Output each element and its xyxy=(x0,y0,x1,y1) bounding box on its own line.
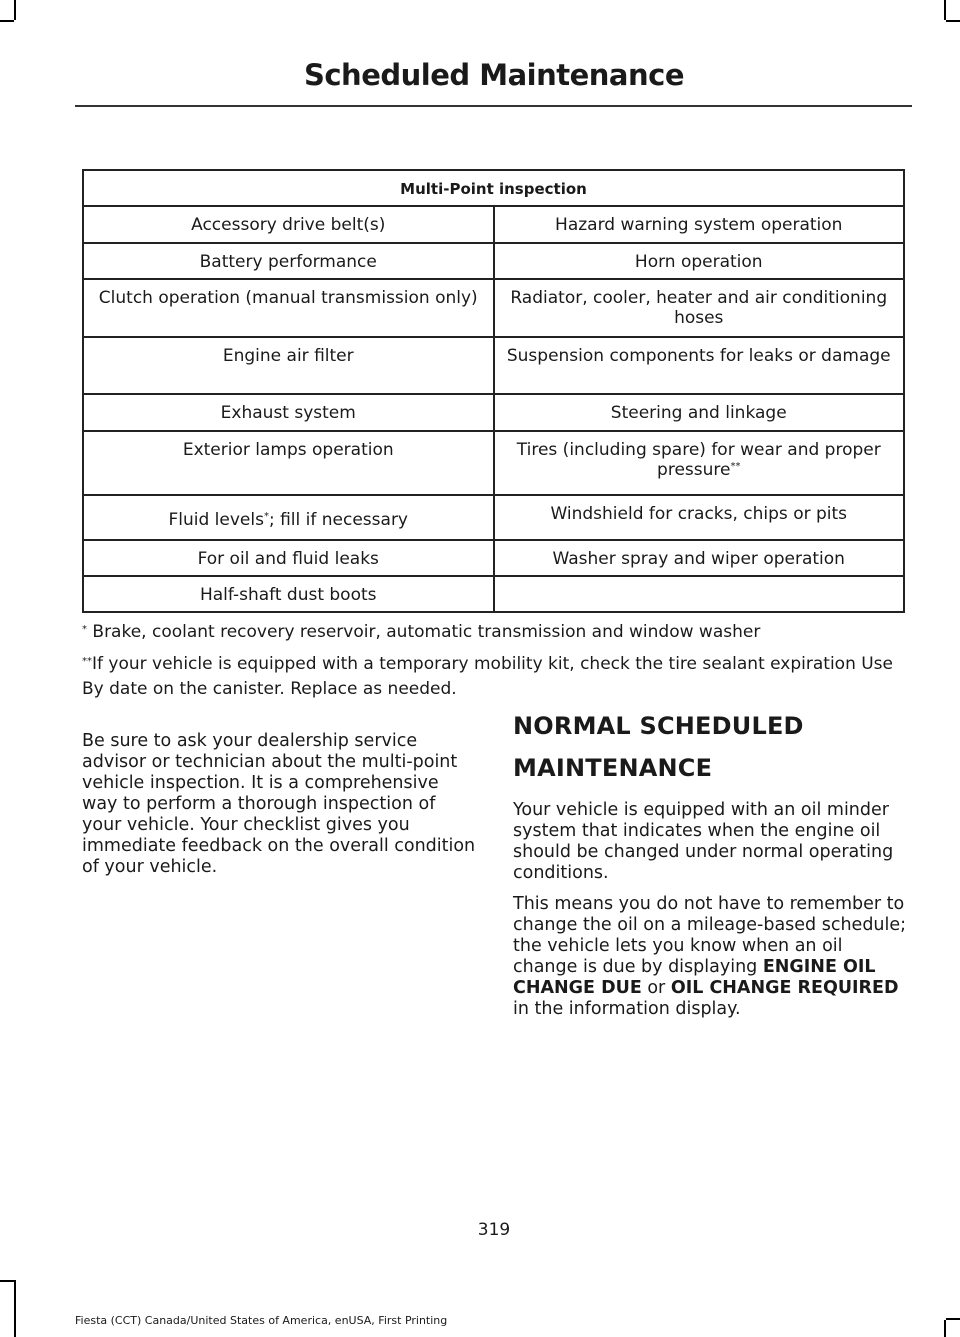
footnote-mark: * xyxy=(263,510,269,522)
footnote-text: Brake, coolant recovery reservoir, automatic transmission and window washer xyxy=(87,622,761,642)
footnote-2 xyxy=(82,652,912,702)
paragraph-text: in the information display. xyxy=(513,999,741,1019)
table-cell: Accessory drive belt(s) xyxy=(83,206,494,243)
heading-line: NORMAL SCHEDULED xyxy=(513,712,804,740)
cell-text: ; fill if necessary xyxy=(268,509,408,530)
table-row xyxy=(83,431,904,495)
heading-line: MAINTENANCE xyxy=(513,754,713,782)
table-row xyxy=(83,540,904,576)
crop-mark xyxy=(946,20,960,22)
table-cell: Suspension components for leaks or damage xyxy=(494,337,905,394)
crop-mark xyxy=(944,1320,946,1337)
right-column xyxy=(513,712,908,1030)
crop-mark xyxy=(14,1280,16,1337)
table-cell: Windshield for cracks, chips or pits xyxy=(494,495,905,540)
table-row xyxy=(83,495,904,540)
table-cell: Hazard warning system operation xyxy=(494,206,905,243)
oil-minder-paragraph: Your vehicle is equipped with an oil minder system that indicates when the engine oil should be changed under normal operating conditions. xyxy=(513,800,894,883)
footnote-mark: ** xyxy=(82,656,92,667)
crop-mark xyxy=(944,0,946,20)
table-cell: Washer spray and wiper operation xyxy=(494,540,905,576)
footnote-mark: ** xyxy=(730,461,741,472)
table-row xyxy=(83,576,904,612)
title-divider xyxy=(75,105,912,107)
table-row xyxy=(83,337,904,394)
table-cell: Battery performance xyxy=(83,243,494,279)
table-row xyxy=(83,243,904,279)
table-row xyxy=(83,279,904,337)
table-row xyxy=(83,206,904,243)
page-number: 319 xyxy=(477,1220,511,1240)
table-title: Multi-Point inspection xyxy=(83,170,904,206)
multi-point-inspection-table xyxy=(82,169,905,613)
table-cell xyxy=(83,495,494,540)
section-heading xyxy=(513,712,908,782)
table-header-row xyxy=(83,170,904,206)
page-title: Scheduled Maintenance xyxy=(303,58,685,92)
paragraph-text: or xyxy=(641,978,671,998)
table-cell: Half-shaft dust boots xyxy=(83,576,494,612)
crop-mark xyxy=(14,0,16,20)
table-cell: Horn operation xyxy=(494,243,905,279)
cell-text: Tires (including spare) for wear and proper pressure xyxy=(516,440,881,480)
crop-mark xyxy=(946,1318,960,1320)
table-cell: Steering and linkage xyxy=(494,394,905,431)
oil-change-paragraph xyxy=(513,894,908,1020)
left-column xyxy=(82,731,477,888)
table-cell: Exhaust system xyxy=(83,394,494,431)
display-message: ENGINE OIL CHANGE DUE xyxy=(513,957,876,998)
footnote-text: If your vehicle is equipped with a temporary mobility kit, check the tire sealant expiration Use By date on the canister. Replace as needed. xyxy=(82,654,894,699)
display-message: OIL CHANGE REQUIRED xyxy=(670,978,899,998)
edition-footer: Fiesta (CCT) Canada/United States of America, enUSA, First Printing xyxy=(75,1314,448,1327)
crop-mark xyxy=(0,20,14,22)
table-cell xyxy=(494,576,905,612)
table-cell xyxy=(494,431,905,495)
table-row xyxy=(83,394,904,431)
inspection-advice-paragraph: Be sure to ask your dealership service advisor or technician about the multi-point vehicle inspection. It is a comprehensive way to perform a thorough inspection of your vehicle. Your checklist gives you immediate feedback on the overall condition of your vehicle. xyxy=(82,731,476,877)
footnote-mark: * xyxy=(82,624,87,635)
table-cell: Clutch operation (manual transmission only) xyxy=(83,279,494,337)
crop-mark xyxy=(0,1280,14,1282)
table-cell: Radiator, cooler, heater and air conditioning hoses xyxy=(494,279,905,337)
table-cell: Engine air filter xyxy=(83,337,494,394)
cell-text: Fluid levels xyxy=(168,509,264,530)
table-cell: Exterior lamps operation xyxy=(83,431,494,495)
footnote-1 xyxy=(82,620,912,645)
table-cell: For oil and fluid leaks xyxy=(83,540,494,576)
paragraph-text: This means you do not have to remember to change the oil on a mileage-based schedule; the vehicle lets you know when an oil change is due by displaying xyxy=(513,894,907,977)
